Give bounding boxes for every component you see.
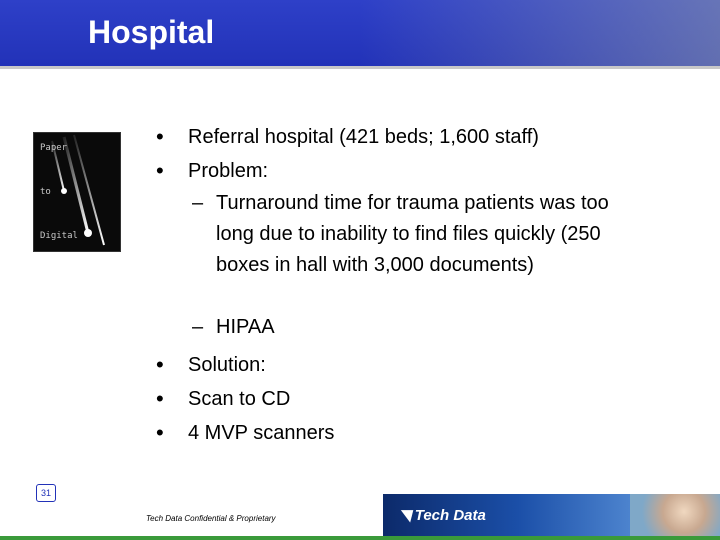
logo-text: Tech Data [414, 507, 486, 524]
sub-bullet-text: HIPAA [216, 316, 275, 338]
bullet-text: Problem: [188, 160, 269, 182]
bullet-dot-icon: • [156, 124, 164, 149]
bullet-item [150, 120, 670, 154]
title-rule [0, 66, 720, 69]
image-text-paper: Paper [40, 143, 68, 153]
bullet-text: Solution: [188, 354, 266, 376]
bullet-dot-icon: • [156, 386, 164, 411]
slide-title: Hospital [88, 14, 215, 50]
sub-bullet-text: Turnaround time for trauma patients was too long due to inability to find files quickly (250 boxes in hall with 3,000 documents) [216, 192, 609, 276]
paper-to-digital-image [33, 132, 121, 252]
sub-bullet-item [150, 312, 670, 348]
image-text-digital: Digital [40, 231, 78, 241]
bullet-dot-icon: • [156, 352, 164, 377]
page-number: 31 [36, 484, 56, 502]
bullet-text: Scan to CD [188, 388, 291, 410]
sub-bullet-dash: – [192, 316, 204, 338]
sub-bullet-item [150, 188, 670, 312]
bullet-text: Referral hospital (421 beds; 1,600 staff) [188, 126, 539, 148]
confidential-notice: Tech Data Confidential & Proprietary [146, 514, 276, 523]
footer-line [0, 536, 720, 540]
bullet-item [150, 416, 670, 450]
bullet-dot-icon: • [156, 158, 164, 183]
bullet-dot-icon: • [156, 420, 164, 445]
bullet-item [150, 348, 670, 382]
image-text-to: to [40, 187, 51, 197]
bullet-item [150, 154, 670, 188]
bullet-text: 4 MVP scanners [188, 422, 335, 444]
title-bar [0, 0, 720, 66]
tech-data-logo [399, 506, 486, 524]
bullet-item [150, 382, 670, 416]
title-bar-gradient [360, 0, 720, 66]
people-photo [630, 494, 720, 538]
bullet-list [150, 120, 670, 450]
footer-banner [383, 494, 720, 538]
logo-mark-icon: ◥ [399, 507, 411, 524]
sub-bullet-dash: – [192, 192, 204, 214]
